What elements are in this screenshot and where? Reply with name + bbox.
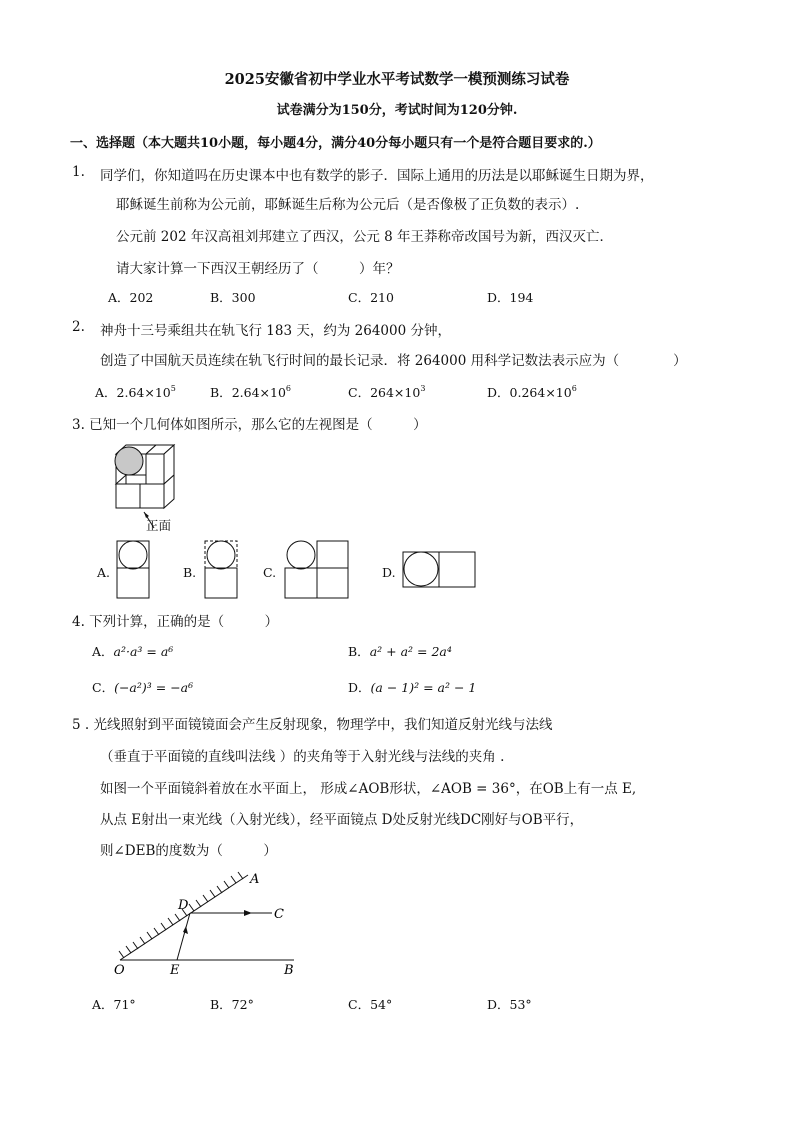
exam-title: 2025安徽省初中学业水平考试数学一模预测练习试卷 — [224, 71, 570, 88]
option-c[interactable]: C．210 — [348, 290, 394, 305]
option-b-figure[interactable] — [204, 540, 240, 600]
label-c: C — [274, 907, 284, 922]
option-a[interactable] — [92, 642, 173, 660]
option-d-label[interactable]: D. — [382, 565, 396, 580]
option-b[interactable]: B．72° — [210, 997, 254, 1012]
question-text-line: 同学们，你知道吗在历史课本中也有数学的影子．国际上通用的历法是以耶稣诞生日期为界， — [100, 168, 654, 184]
option-expression: (−a²)³ = −a⁶ — [114, 680, 194, 695]
option-d[interactable] — [348, 678, 476, 696]
question-text-line: 创造了中国航天员连续在轨飞行时间的最长记录．将 264000 用科学记数法表示应为（ ） — [100, 353, 687, 369]
option-a-label[interactable]: A. — [97, 565, 111, 580]
label-b: B — [284, 963, 294, 978]
question-text-line: 请大家计算一下西汉王朝经历了（ ）年？ — [116, 261, 400, 277]
question-text-line: 3. 已知一个几何体如图所示，那么它的左视图是（ ） — [72, 417, 427, 433]
option-exponent: 6 — [571, 384, 577, 393]
option-b[interactable] — [348, 642, 452, 660]
front-label: 正面 — [146, 518, 172, 533]
question-text-line: 则∠DEB的度数为（ ） — [100, 843, 277, 859]
option-a[interactable]: A．71° — [92, 997, 136, 1012]
option-label: D． — [487, 385, 510, 400]
option-value: 0.264×10 — [509, 385, 572, 400]
question-text-line: （垂直于平面镜的直线叫法线 ）的夹角等于入射光线与法线的夹角 . — [100, 749, 505, 765]
question-text-line: 耶稣诞生前称为公元前，耶稣诞生后称为公元后（是否像极了正负数的表示）. — [116, 197, 580, 213]
section-heading: 一、选择题（本大题共10小题，每小题4分，满分40分每小题只有一个是符合题目要求的.） — [70, 136, 601, 151]
option-a-figure[interactable] — [116, 540, 152, 600]
question-number: 2. — [72, 319, 85, 335]
option-b[interactable] — [210, 383, 291, 401]
question-text-line: 神舟十三号乘组共在轨飞行 183 天，约为 264000 分钟， — [100, 323, 451, 339]
exam-subtitle: 试卷满分为150分，考试时间为120分钟. — [276, 103, 518, 118]
option-expression: (a − 1)² = a² − 1 — [370, 680, 477, 695]
option-label: A． — [92, 644, 114, 659]
option-exponent: 5 — [170, 384, 176, 393]
option-label: A． — [95, 385, 117, 400]
option-d[interactable] — [487, 383, 577, 401]
question-text-line: 公元前 202 年汉高祖刘邦建立了西汉，公元 8 年王莽称帝改国号为新，西汉灭亡． — [116, 229, 614, 245]
question-text-line: 如图一个平面镜斜着放在水平面上， 形成∠AOB形状，∠AOB = 36°，在OB上有一点 E, — [100, 781, 637, 797]
option-b[interactable]: B．300 — [210, 290, 256, 305]
question-text-line: 4. 下列计算，正确的是（ ） — [72, 614, 279, 630]
option-exponent: 3 — [420, 384, 426, 393]
option-c[interactable]: C．54° — [348, 997, 393, 1012]
option-c-figure[interactable] — [284, 540, 350, 600]
option-d[interactable]: D．53° — [487, 997, 532, 1012]
option-value: 264×10 — [370, 385, 421, 400]
option-c-label[interactable]: C. — [263, 565, 277, 580]
option-exponent: 6 — [285, 384, 291, 393]
option-d-figure[interactable] — [402, 550, 478, 590]
option-b-label[interactable]: B. — [183, 565, 197, 580]
label-o: O — [114, 963, 125, 978]
label-d: D — [178, 898, 189, 913]
option-expression: a² + a² = 2a⁴ — [369, 644, 452, 659]
option-d[interactable]: D．194 — [487, 290, 534, 305]
option-c[interactable] — [92, 678, 193, 696]
mirror-figure — [104, 866, 304, 978]
arrow-head-icon — [183, 926, 188, 934]
arrow-head-icon — [244, 910, 252, 916]
option-value: 2.64×10 — [116, 385, 171, 400]
label-a: A — [250, 872, 260, 887]
option-expression: a²·a³ = a⁶ — [113, 644, 174, 659]
option-label: D． — [348, 680, 371, 695]
sphere-shape — [115, 447, 143, 475]
option-a[interactable] — [95, 383, 176, 401]
option-label: B． — [210, 385, 232, 400]
question-text-line: 从点 E射出一束光线（入射光线），经平面镜点 D处反射光线DC刚好与OB平行， — [100, 812, 584, 828]
question-number: 1. — [72, 164, 85, 180]
option-label: C． — [92, 680, 115, 695]
label-e: E — [170, 963, 180, 978]
option-c[interactable] — [348, 383, 425, 401]
option-value: 2.64×10 — [231, 385, 286, 400]
option-label: B． — [348, 644, 370, 659]
option-a[interactable]: A．202 — [108, 290, 154, 305]
question-text-line: 5 . 光线照射到平面镜镜面会产生反射现象，物理学中，我们知道反射光线与法线 — [72, 717, 553, 733]
option-label: C． — [348, 385, 371, 400]
